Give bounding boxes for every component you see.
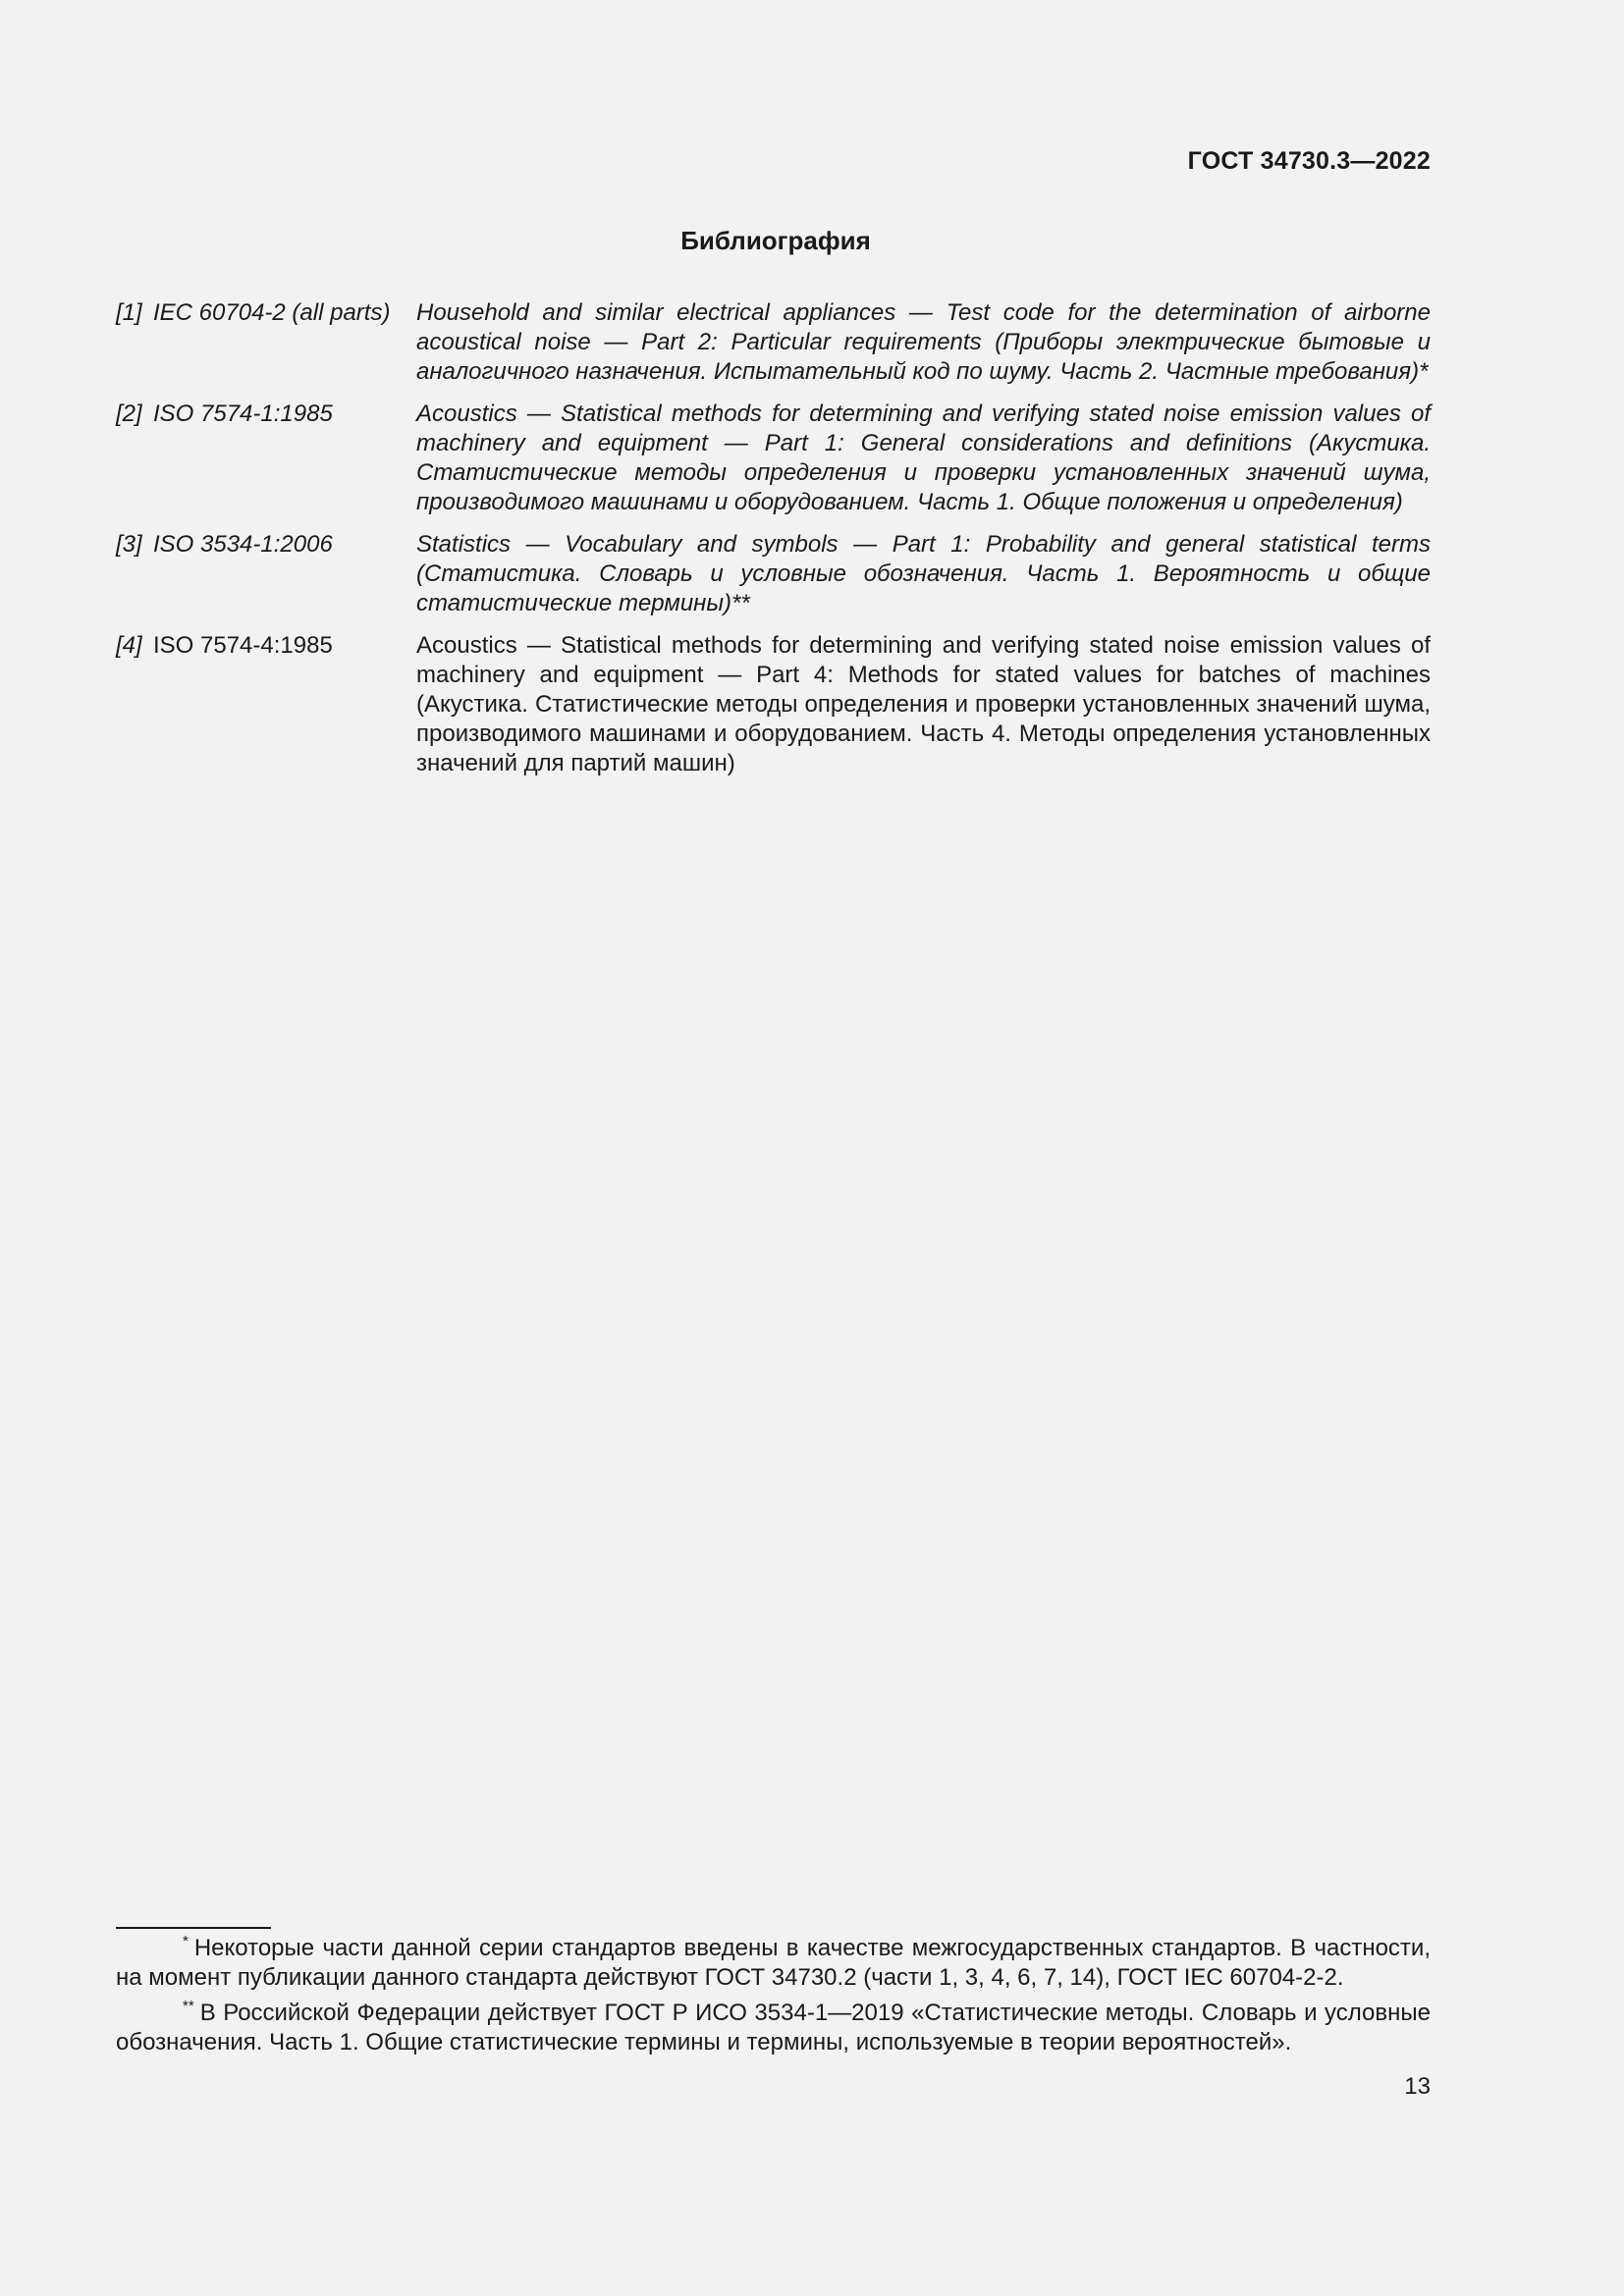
bibliography-item-reference: ISO 7574-1:1985 — [153, 400, 333, 427]
bibliography-item-number: [1] — [116, 299, 142, 326]
footnotes — [116, 1934, 1431, 2063]
bibliography-item-number: [2] — [116, 400, 142, 427]
footnote-mark: ** — [183, 1998, 194, 2014]
footnote — [116, 1934, 1431, 1993]
bibliography-item-number: [4] — [116, 632, 142, 659]
bibliography-item-text: Statistics — Vocabulary and symbols — Part 1: Probability and general statistical terms (Статистика. Словарь и условные обозначения. Часть 1. Вероятность и общие статистические термины)** — [416, 531, 1431, 616]
bibliography-item-number: [3] — [116, 531, 142, 558]
bibliography-title: Библиография — [680, 226, 871, 255]
page-number: 13 — [1404, 2073, 1431, 2100]
bibliography-item-text: Acoustics — Statistical methods for determining and verifying stated noise emission values of machinery and equipment — Part 1: General considerations and definitions (Акустика. Статистические методы определения и проверки установленных значений шума, производимого машинами и оборудованием. Часть 1. Общие положения и определения) — [416, 400, 1431, 515]
bibliography-item-text: Household and similar electrical appliances — Test code for the determination of airborne acoustical noise — Part 2: Particular requirements (Приборы электрические бытовые и аналогичного назначения. Испытательный код по шуму. Часть 2. Частные требования)* — [416, 299, 1431, 385]
bibliography-item — [116, 400, 1431, 517]
footnote-mark: * — [183, 1933, 189, 1949]
footnote-divider — [116, 1927, 271, 1929]
bibliography-item-reference: ISO 7574-4:1985 — [153, 632, 333, 659]
bibliography-list — [116, 298, 1431, 791]
bibliography-item — [116, 530, 1431, 618]
footnote-text: В Российской Федерации действует ГОСТ Р ИСО 3534-1—2019 «Статистические методы. Словарь и условные обозначения. Часть 1. Общие статистические термины и термины, используемые в теории вероятностей». — [116, 2000, 1431, 2056]
footnote-text: Некоторые части данной серии стандартов введены в качестве межгосударственных стандартов. В частности, на момент публикации данного стандарта действуют ГОСТ 34730.2 (части 1, 3, 4, 6, 7, 14), ГОСТ IEC 60704-2-2. — [116, 1935, 1431, 1991]
footnote — [116, 1999, 1431, 2057]
bibliography-item — [116, 631, 1431, 778]
document-code-header: ГОСТ 34730.3—2022 — [1187, 147, 1431, 175]
bibliography-item-reference: ISO 3534-1:2006 — [153, 531, 333, 558]
bibliography-item — [116, 298, 1431, 387]
bibliography-item-text: Acoustics — Statistical methods for determining and verifying stated noise emission values of machinery and equipment — Part 4: Methods for stated values for batches of machines (Акустика. Статистические методы определения и проверки установленных значений шума, производимого машинами и оборудованием. Часть 4. Методы определения установленных значений для партий машин) — [416, 632, 1431, 776]
bibliography-item-reference: IEC 60704-2 (all parts) — [153, 299, 391, 326]
